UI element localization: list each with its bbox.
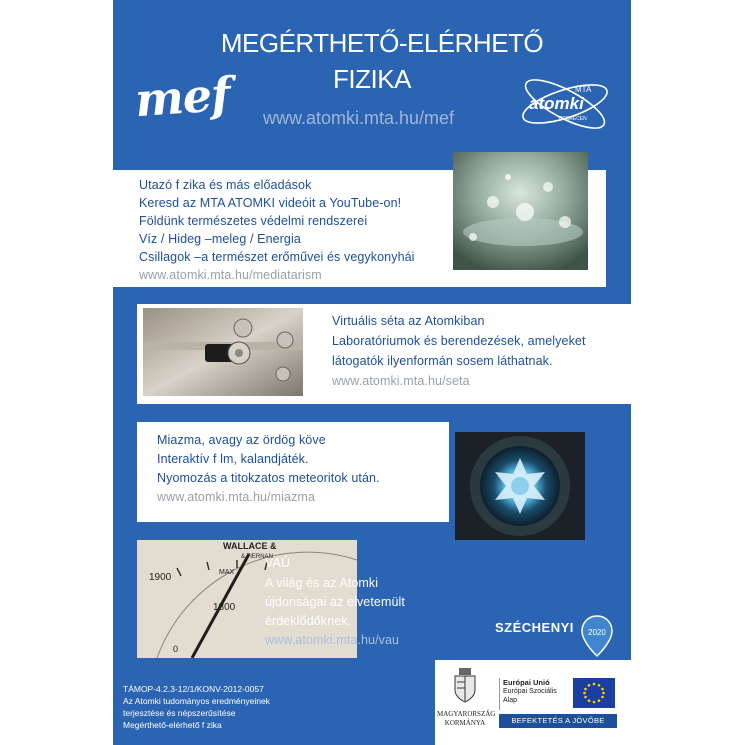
section-1-line: Csillagok –a természet erőművei és vegykonyhái xyxy=(139,250,415,264)
footer-line: TÁMOP-4.2.3-12/1/KONV-2012-0057 xyxy=(123,684,264,694)
section-3-line: Interaktív f lm, kalandjáték. xyxy=(157,452,309,466)
gauge-maker-label: & TIERNAN xyxy=(241,554,273,560)
atomki-logo-main: atomki xyxy=(529,94,584,113)
lab-knob-photo xyxy=(143,308,303,396)
water-splash-photo xyxy=(453,152,588,270)
title-line-2: FIZIKA xyxy=(333,64,411,94)
section-1-line: Földünk természetes védelmi rendszerei xyxy=(139,214,368,228)
section-4-line: újdonságai az elvetemült xyxy=(265,595,405,609)
invest-banner: BEFEKTETÉS A JÖVŐBE xyxy=(499,714,617,728)
section-4-line: A világ és az Atomki xyxy=(265,576,379,590)
section-4-heading: VAÚ xyxy=(265,556,291,570)
footer-line: terjesztése és népszerűsítése xyxy=(123,708,236,718)
header-url[interactable]: www.atomki.mta.hu/mef xyxy=(263,108,455,128)
government-logos-box xyxy=(435,660,631,745)
atomki-logo-mta: MTA xyxy=(575,85,592,94)
section-2-line: látogatók ilyenformán sosem láthatnak. xyxy=(332,354,553,368)
gauge-brand-label: WALLACE & xyxy=(223,541,277,551)
section-3-url[interactable]: www.atomki.mta.hu/miazma xyxy=(157,490,315,504)
mef-logo: mef xyxy=(133,66,232,128)
eu-line-1: Európai Unió xyxy=(503,678,550,687)
footer-line: Megérthető-elérhető f zika xyxy=(123,720,222,730)
section-3-line: Nyomozás a titokzatos meteoritok után. xyxy=(157,471,380,485)
footer-line: Az Atomki tudományos eredményeinek xyxy=(123,696,270,706)
poster xyxy=(113,0,631,745)
section-1-line: Víz / Hideg –meleg / Energia xyxy=(139,232,301,246)
gauge-max-label: MAX xyxy=(219,569,235,576)
gov-line-1: MAGYARORSZÁG xyxy=(437,710,496,718)
szechenyi-pin-icon xyxy=(580,614,614,658)
section-4-url[interactable]: www.atomki.mta.hu/vau xyxy=(265,633,400,647)
hungary-coat-of-arms-icon xyxy=(453,668,477,704)
section-3-card xyxy=(137,422,449,522)
divider xyxy=(499,678,500,710)
atomki-logo xyxy=(515,72,615,136)
eu-line-3: Alap xyxy=(503,697,518,704)
szechenyi-label: SZÉCHENYI xyxy=(495,620,574,635)
title-line-1: MEGÉRTHETŐ-ELÉRHETŐ xyxy=(220,28,544,58)
eu-line-2: Európai Szociális xyxy=(503,688,557,695)
section-2-line: Laboratóriumok és berendezések, amelyeket xyxy=(332,334,586,348)
section-1-url[interactable]: www.atomki.mta.hu/mediatarism xyxy=(139,268,322,282)
section-1-heading: Utazó f zika és más előadások xyxy=(139,178,312,192)
gov-line-2: KORMÁNYA xyxy=(444,719,486,727)
szechenyi-year: 2020 xyxy=(588,628,606,637)
section-4-line: érdeklődőknek. xyxy=(265,614,352,628)
section-2-heading: Virtuális séta az Atomkiban xyxy=(332,314,485,328)
gauge-1800-label: 1800 xyxy=(213,602,236,613)
eu-flag-icon xyxy=(573,678,615,708)
section-1-line: Keresd az MTA ATOMKI videóit a YouTube-on! xyxy=(139,196,402,210)
atomki-logo-city: DEBRECEN xyxy=(559,116,587,122)
section-2-url[interactable]: www.atomki.mta.hu/seta xyxy=(332,374,470,388)
meteorite-star-photo xyxy=(455,432,585,540)
section-3-heading: Miazma, avagy az ördög köve xyxy=(157,433,326,447)
gauge-1900-label: 1900 xyxy=(149,572,172,583)
gauge-zero-label: 0 xyxy=(173,644,179,654)
